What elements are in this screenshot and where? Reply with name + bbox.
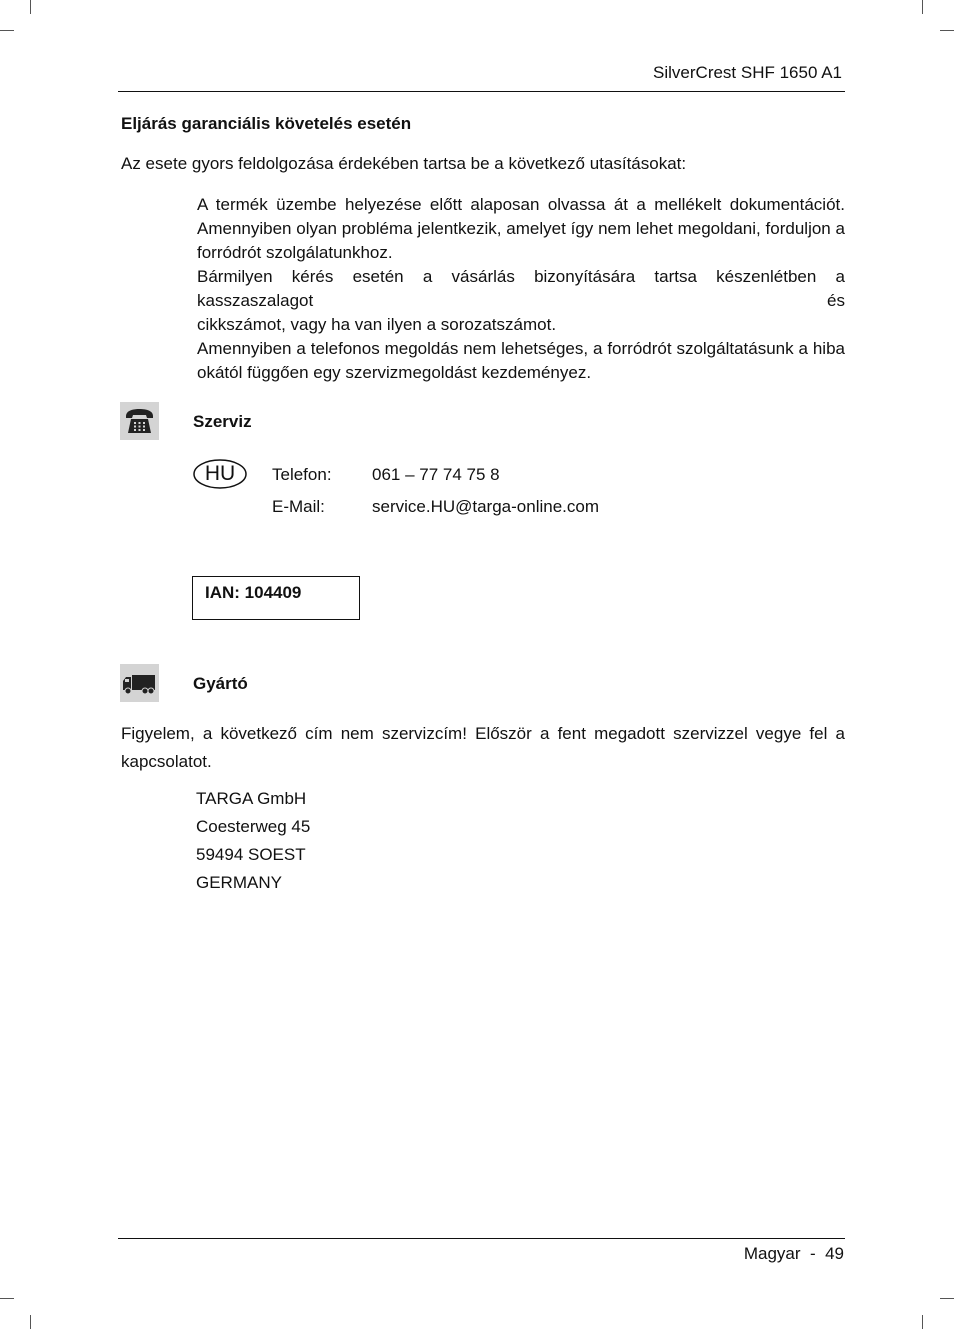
email-label: E-Mail: — [272, 497, 325, 516]
email-address: service.HU@targa-online.com — [372, 497, 600, 516]
crop-mark — [30, 0, 31, 14]
instruction-line: Amennyiben a telefonos megoldás nem lehetséges, a forródrót szolgáltatásunk a hiba — [197, 339, 845, 358]
ian-number: IAN: 104409 — [205, 583, 302, 602]
address-city: 59494 SOEST — [196, 845, 306, 864]
address-street: Coesterweg 45 — [196, 817, 311, 836]
instruction-line: A termék üzembe helyezése előtt alaposan olvassa át a mellékelt dokumentációt. — [197, 195, 845, 214]
warranty-instructions — [197, 193, 845, 385]
footer-rule — [118, 1238, 845, 1239]
crop-mark — [940, 1298, 954, 1299]
instruction-line: forródrót szolgálatunkhoz. — [197, 243, 393, 262]
phone-label: Telefon: — [272, 465, 332, 484]
crop-mark — [940, 30, 954, 31]
telephone-icon — [120, 402, 159, 440]
crop-mark — [922, 1315, 923, 1329]
warranty-intro: Az esete gyors feldolgozása érdekében tartsa be a következő utasításokat: — [121, 154, 687, 173]
instruction-line: cikkszámot, vagy ha van ilyen a sorozatszámot. — [197, 315, 557, 334]
ian-box — [192, 576, 360, 620]
crop-mark — [30, 1315, 31, 1329]
phone-number: 061 – 77 74 75 8 — [372, 465, 500, 484]
header-rule — [118, 91, 845, 92]
service-heading: Szerviz — [193, 412, 252, 431]
header-title: SilverCrest SHF 1650 A1 — [653, 63, 842, 82]
crop-mark — [0, 30, 14, 31]
instruction-line: Bármilyen kérés esetén a vásárlás bizonyítására tartsa készenlétben a kasszaszalagot és — [197, 267, 845, 310]
instruction-line: okától függően egy szervizmegoldást kezdeményez. — [197, 363, 592, 382]
country-badge — [193, 459, 247, 489]
notice-line: Figyelem, a következő cím nem szervizcím! Először a fent megadott szervizzel vegye fel a — [121, 724, 845, 743]
instruction-line: Amennyiben olyan probléma jelentkezik, amelyet így nem lehet megoldani, forduljon a — [197, 219, 845, 238]
crop-mark — [922, 0, 923, 14]
warranty-heading: Eljárás garanciális követelés esetén — [121, 114, 412, 133]
truck-icon — [120, 664, 159, 702]
address-country: GERMANY — [196, 873, 282, 892]
notice-line: kapcsolatot. — [121, 752, 212, 771]
address-company: TARGA GmbH — [196, 789, 307, 808]
crop-mark — [0, 1298, 14, 1299]
manufacturer-heading: Gyártó — [193, 674, 248, 693]
manufacturer-notice — [121, 720, 845, 776]
country-badge-label: HU — [204, 462, 236, 485]
footer-page-info: Magyar - 49 — [743, 1244, 844, 1263]
